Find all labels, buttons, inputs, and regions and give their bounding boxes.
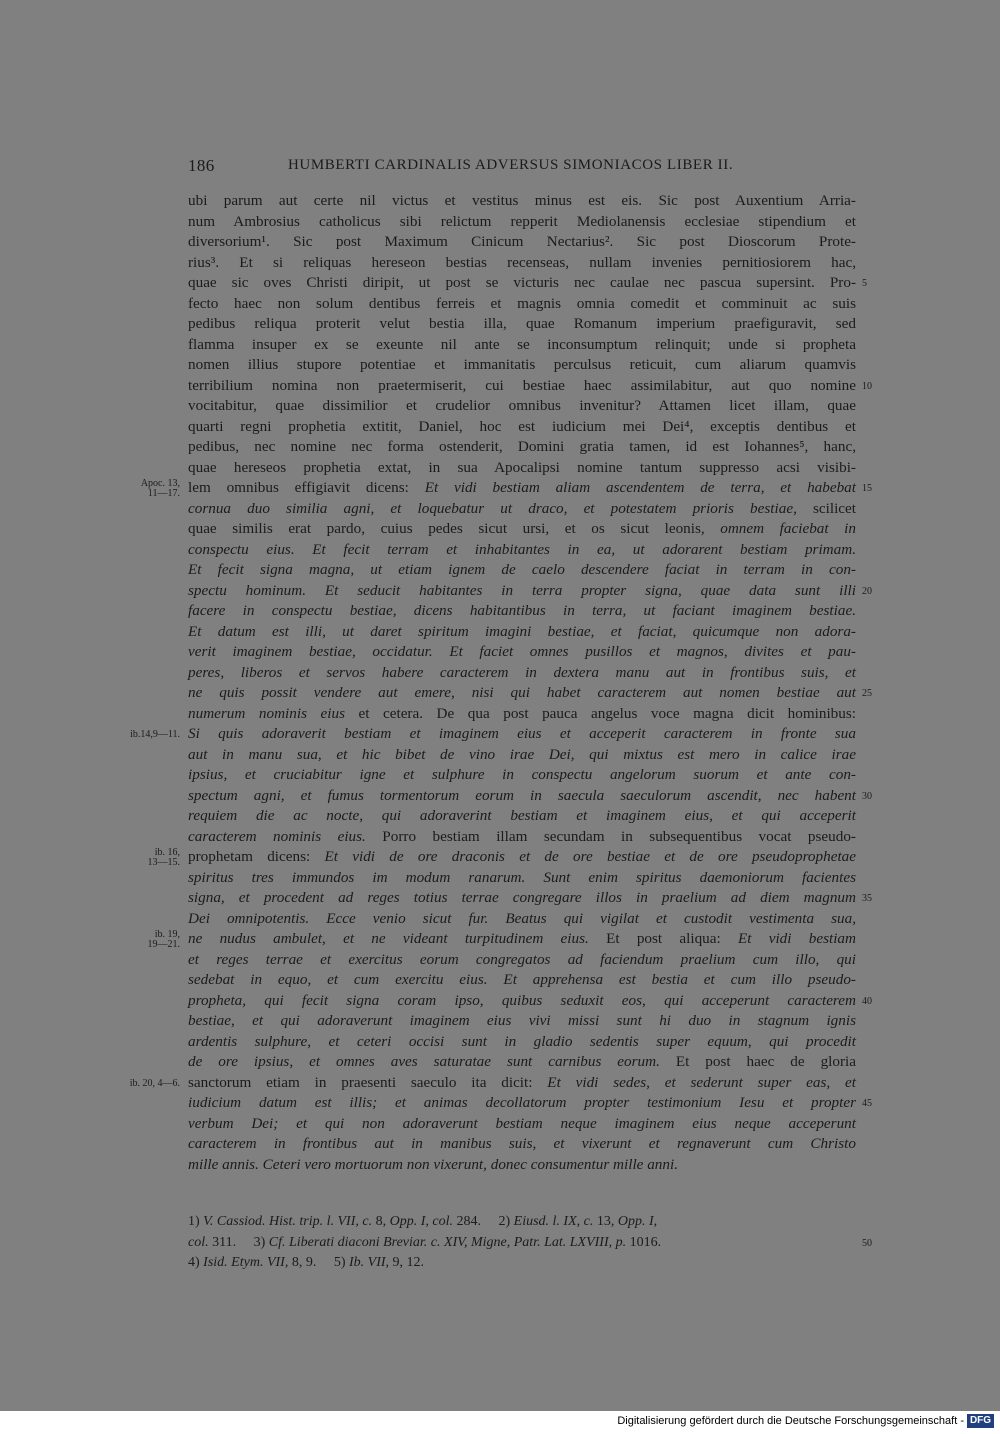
footnote-line	[188, 1253, 856, 1274]
running-header	[188, 156, 856, 180]
margin-reference: ib. 20, 4—6.	[129, 1077, 180, 1089]
text-segment: 284. 2)	[452, 1214, 514, 1229]
text-line	[188, 437, 856, 458]
text-segment: fecto haec non solum dentibus ferreis et magnis omnia comedit et comminuit ac suis	[188, 294, 856, 312]
text-line	[188, 519, 856, 540]
text-line	[188, 827, 856, 848]
text-segment: quae similis erat pardo, cuius pedes sicut ursi, et os sicut leonis,	[188, 520, 721, 537]
line-number: 25	[862, 688, 872, 699]
text-line	[188, 1155, 856, 1176]
margin-reference: ib. 19, 19—21.	[147, 929, 180, 950]
italic-segment: Et vidi bestiam	[737, 930, 856, 947]
text-segment: terribilium nomina non praetermiserit, cui bestiae haec assimilabitur, aut quo nomine	[188, 376, 856, 394]
text-segment: quae hereseos prophetia extat, in sua Apocalipsi nomine tantum suppresso acsi visibi-	[188, 458, 856, 476]
italic-segment: et reges terrae et exercitus eorum congregatos ad faciendum praelium cum illo, qui	[188, 950, 856, 968]
text-segment: nomen illius stupore potentiae et immanitatis perculsus reticuit, cum aliarum quamvis	[188, 356, 856, 373]
text-segment: sanctorum etiam in praesenti saeculo ita dicit:	[188, 1073, 548, 1091]
italic-segment: de ore ipsius, et omnes aves saturatae sunt carnibus eorum.	[188, 1053, 660, 1070]
text-line	[188, 1052, 856, 1073]
italic-segment: omnem faciebat in	[720, 520, 856, 537]
italic-segment: ardentis sulphure, et ceteri occisi sunt in gladio sedentis super equum, qui procedit	[188, 1032, 856, 1050]
margin-reference: ib. 16, 13—15.	[147, 847, 180, 868]
text-segment: num Ambrosius catholicus sibi relictum repperit Mediolanensis ecclesiae stipendium et	[188, 212, 856, 230]
italic-segment: caracterem nominis eius.	[188, 827, 366, 845]
text-segment: et cetera. De qua post pauca angelus voce magna dicit hominibus:	[344, 704, 856, 722]
text-line	[188, 1093, 856, 1114]
text-segment: lem omnibus effigiavit dicens:	[188, 479, 425, 496]
footnote-line	[188, 1212, 856, 1233]
text-line	[188, 1073, 856, 1094]
text-segment: pedibus, nec nomine nec forma ostenderit, Domini gratia tamen, id est Iohannes⁵, hanc,	[188, 438, 856, 455]
italic-segment: col.	[188, 1234, 209, 1250]
text-segment: 311. 3)	[208, 1234, 269, 1250]
italic-segment: Si quis adoraverit bestiam et imaginem eius et acceperit caracterem in fronte sua	[188, 725, 856, 742]
italic-segment: verbum Dei; et qui non adoraverunt bestiam neque imaginem eius neque acceperunt	[188, 1114, 856, 1132]
text-segment: diversorium¹. Sic post Maximum Cinicum Nectarius². Sic post Dioscorum Prote-	[188, 233, 856, 250]
italic-segment: Et fecit signa magna, ut etiam ignem de caelo descendere faciat in terram in con-	[188, 561, 856, 578]
text-line	[188, 212, 856, 233]
text-segment: ubi parum aut certe nil victus et vestitus minus est eis. Sic post Auxentium Arria-	[188, 192, 856, 209]
text-line	[188, 1032, 856, 1053]
text-line	[188, 1114, 856, 1135]
italic-segment: numerum nominis eius	[188, 704, 345, 722]
text-line	[188, 253, 856, 274]
italic-segment: V. Cassiod. Hist. trip. l. VII, c.	[203, 1214, 373, 1229]
italic-segment: peres, liberos et servos habere caracterem in dextera manu aut in frontibus suis, et	[188, 663, 856, 681]
italic-segment: facere in conspectu bestiae, dicens habitantibus in terra, ut faciant imaginem bestiae.	[188, 602, 856, 619]
funding-credit: Digitalisierung gefördert durch die Deutsche Forschungsgemeinschaft -	[617, 1415, 964, 1427]
line-number: 20	[862, 585, 872, 597]
text-line	[188, 1134, 856, 1155]
text-segment: Porro bestiam illam secundam in subsequentibus vocat pseudo-	[365, 827, 856, 845]
italic-segment: requiem die ac nocte, qui adoraverint bestiam et imaginem eius, et qui acceperit	[188, 807, 856, 824]
line-number: 30	[862, 790, 872, 802]
footnote-line	[188, 1233, 856, 1254]
text-line	[188, 458, 856, 479]
italic-segment: Isid. Etym. VII,	[203, 1255, 289, 1270]
italic-segment: bestiae, et qui adoraverunt imaginem eius vivi missi sunt hi duo in stagnum ignis	[188, 1012, 856, 1029]
line-number: 50	[862, 1237, 872, 1249]
text-segment: flamma insuper ex se exeunte nil ante se inconsumptum relinquit; unde si propheta	[188, 335, 856, 353]
text-segment: rius³. Et si reliquas hereseon bestias recenseas, nullam invenies pernitiosiorem hac,	[188, 253, 856, 271]
text-line	[188, 683, 856, 704]
text-line	[188, 601, 856, 622]
text-line	[188, 232, 856, 253]
italic-segment: sedebat in equo, et cum exercitu eius. Et apprehensa est bestia et cum illo pseudo-	[188, 971, 856, 988]
text-line	[188, 991, 856, 1012]
text-line	[188, 724, 856, 745]
text-line	[188, 376, 856, 397]
text-line	[188, 765, 856, 786]
dfg-logo: DFG	[967, 1414, 994, 1428]
text-line	[188, 294, 856, 315]
text-line	[188, 847, 856, 868]
italic-segment: Et vidi de ore draconis et de ore bestiae et de ore pseudoprophetae	[324, 848, 856, 865]
text-segment: 1016.	[626, 1234, 662, 1250]
text-line	[188, 888, 856, 909]
line-number: 40	[862, 995, 872, 1007]
text-segment: quarti regni prophetia extitit, Daniel, hoc est iudicium mei Dei⁴, exceptis dentibus et	[188, 417, 856, 435]
italic-segment: Dei omnipotentis. Ecce venio sicut fur. Beatus qui vigilat et custodit vestimenta sua,	[188, 909, 856, 927]
italic-segment: iudicium datum est illis; et animas decollatorum propter testimonium Iesu et propter	[188, 1094, 856, 1111]
italic-segment: mille annis. Ceteri vero mortuorum non vixerunt, donec consumentur mille anni.	[188, 1155, 679, 1173]
italic-segment: ne nudus ambulet, et ne videant turpitudinem eius.	[188, 930, 589, 947]
text-segment: Et post aliqua:	[588, 930, 738, 947]
main-text	[188, 191, 856, 1175]
text-segment: 8, 9. 5)	[288, 1255, 349, 1270]
text-line	[188, 1011, 856, 1032]
line-number: 15	[862, 483, 872, 494]
text-line	[188, 355, 856, 376]
text-line	[188, 663, 856, 684]
text-line	[188, 704, 856, 725]
line-number: 35	[862, 893, 872, 904]
text-segment: 4)	[188, 1255, 204, 1270]
text-segment: prophetam dicens:	[188, 848, 325, 865]
text-line	[188, 909, 856, 930]
text-segment: quae sic oves Christi diripit, ut post se victuris nec caulae nec pascua supersint. Pro-	[188, 274, 856, 291]
italic-segment: caracterem in frontibus aut in manibus suis, et vixerunt et regnaverunt cum Christo	[188, 1135, 856, 1152]
text-line	[188, 786, 856, 807]
italic-segment: Cf. Liberati diaconi Breviar. c. XIV, Migne, Patr. Lat. LXVIII, p.	[268, 1234, 627, 1250]
text-segment: Et post haec de gloria	[659, 1053, 857, 1070]
italic-segment: propheta, qui fecit signa coram ipso, quibus seduxit eos, qui acceperunt caracterem	[188, 991, 856, 1009]
text-line	[188, 417, 856, 438]
line-number: 10	[862, 380, 872, 392]
text-line	[188, 642, 856, 663]
italic-segment: aut in manu sua, et hic bibet de vino irae Dei, qui mixtus est mero in calice irae	[188, 745, 856, 763]
text-line	[188, 560, 856, 581]
italic-segment: spectu hominum. Et seducit habitantes in terra propter signa, quae data sunt illi	[188, 581, 856, 599]
text-line	[188, 191, 856, 212]
italic-segment: conspectu eius. Et fecit terram et inhabitantes in ea, ut adorarent bestiam primam.	[188, 540, 856, 558]
text-line	[188, 970, 856, 991]
italic-segment: signa, et procedent ad reges totius terrae congregare illos in praelium ad diem magnum	[188, 889, 856, 906]
italic-segment: ipsius, et cruciabitur igne et sulphure in conspectu angelorum suorum et ante con-	[188, 766, 856, 783]
italic-segment: ne quis possit vendere aut emere, nisi qui habet caracterem aut nomen bestiae aut	[188, 684, 856, 701]
text-line	[188, 314, 856, 335]
text-segment: scilicet	[796, 499, 857, 517]
italic-segment: Eiusd. l. IX, c.	[513, 1214, 594, 1229]
italic-segment: Ib. VII,	[349, 1255, 390, 1270]
margin-reference: ib.14,9—11.	[130, 729, 180, 740]
text-segment: 8,	[372, 1214, 390, 1229]
text-line	[188, 868, 856, 889]
page-number: 186	[188, 156, 215, 175]
italic-segment: spectum agni, et fumus tormentorum eorum in saecula saeculorum ascendit, nec habent	[188, 786, 856, 804]
text-segment: pedibus reliqua proterit velut bestia illa, quae Romanum imperium praefiguravit, sed	[188, 315, 856, 332]
text-line	[188, 335, 856, 356]
italic-segment: Opp. I, col.	[389, 1214, 453, 1229]
text-line	[188, 478, 856, 499]
text-line	[188, 929, 856, 950]
text-line	[188, 745, 856, 766]
running-title: HUMBERTI CARDINALIS ADVERSUS SIMONIACOS LIBER II.	[288, 157, 734, 173]
line-number: 45	[862, 1098, 872, 1109]
italic-segment: verit imaginem bestiae, occidatur. Et faciet omnes pusillos et magnos, divites et pau-	[188, 643, 856, 660]
italic-segment: spiritus tres immundos im modum ranarum. Sunt enim spiritus daemoniorum facientes	[188, 868, 856, 886]
text-line	[188, 622, 856, 643]
text-line	[188, 950, 856, 971]
text-line	[188, 581, 856, 602]
italic-segment: Et vidi bestiam aliam ascendentem de terra, et habebat	[424, 479, 856, 496]
italic-segment: Et datum est illi, ut daret spiritum imagini bestiae, et faciat, quicumque non adora-	[188, 622, 856, 640]
text-line	[188, 806, 856, 827]
line-number: 5	[862, 278, 867, 289]
footer-bar	[0, 1411, 1000, 1434]
text-segment: 1)	[188, 1214, 204, 1229]
text-line	[188, 540, 856, 561]
text-line	[188, 273, 856, 294]
text-segment: 13,	[593, 1214, 618, 1229]
italic-segment: Opp. I,	[617, 1214, 658, 1229]
margin-reference: Apoc. 13, 11—17.	[140, 478, 180, 499]
text-segment: vocitabitur, quae dissimilior et crudelior omnibus invenitur? Attamen licet illam, quae	[188, 397, 856, 414]
italic-segment: cornua duo similia agni, et loquebatur ut draco, et potestatem prioris bestiae,	[188, 499, 797, 517]
text-line	[188, 499, 856, 520]
text-segment: 9, 12.	[389, 1255, 425, 1270]
footnotes	[188, 1212, 856, 1274]
text-line	[188, 396, 856, 417]
italic-segment: Et vidi sedes, et sederunt super eas, et	[547, 1073, 857, 1091]
